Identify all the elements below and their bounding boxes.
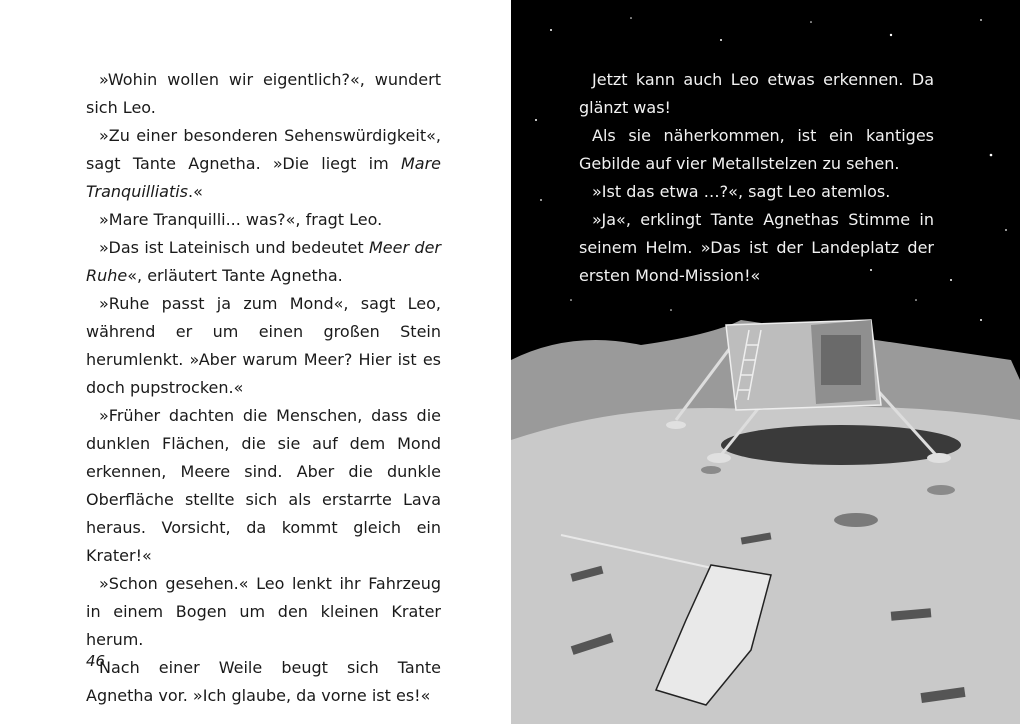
right-page <box>511 0 1020 724</box>
right-page-text <box>579 66 934 290</box>
paragraph: »Mare Tranquilli... was?«, fragt Leo. <box>99 210 383 229</box>
page-number: 46 <box>86 652 106 670</box>
paragraph: »Ruhe passt ja zum Mond«, sagt Leo, während er um einen großen Stein herumlenkt. »Aber warum Meer? Hier ist es doch pupstrocken.« <box>86 294 441 397</box>
left-page-text <box>86 66 441 710</box>
paragraph: »Früher dachten die Menschen, dass die dunklen Flächen, die sie auf dem Mond erkennen, Meere sind. Aber die dunkle Oberfläche stellte sich als erstarrte Lava heraus. Vorsicht, da kommt gleich ein Krater!« <box>86 406 441 565</box>
paragraph: »Wohin wollen wir eigentlich?«, wundert sich Leo. <box>86 70 441 117</box>
paragraph: »Schon gesehen.« Leo lenkt ihr Fahrzeug in einem Bogen um den kleinen Krater herum. <box>86 574 441 649</box>
paragraph: Nach einer Weile beugt sich Tante Agnetha vor. »Ich glaube, da vorne ist es!« <box>86 658 441 705</box>
paragraph: »Zu einer besonderen Sehenswürdigkeit«, sagt Tante Agnetha. »Die liegt im Mare Tranquilliatis.« <box>86 126 441 201</box>
paragraph: »Ja«, erklingt Tante Agnethas Stimme in seinem Helm. »Das ist der Landeplatz der ersten Mond-Mission!« <box>579 210 934 285</box>
paragraph: »Das ist Lateinisch und bedeutet Meer der Ruhe«, erläutert Tante Agnetha. <box>86 238 442 285</box>
paragraph: Jetzt kann auch Leo etwas erkennen. Da glänzt was! <box>579 70 934 117</box>
paragraph: Als sie näherkommen, ist ein kantiges Gebilde auf vier Metallstelzen zu sehen. <box>579 126 934 173</box>
paragraph: »Ist das etwa …?«, sagt Leo atemlos. <box>592 182 891 201</box>
